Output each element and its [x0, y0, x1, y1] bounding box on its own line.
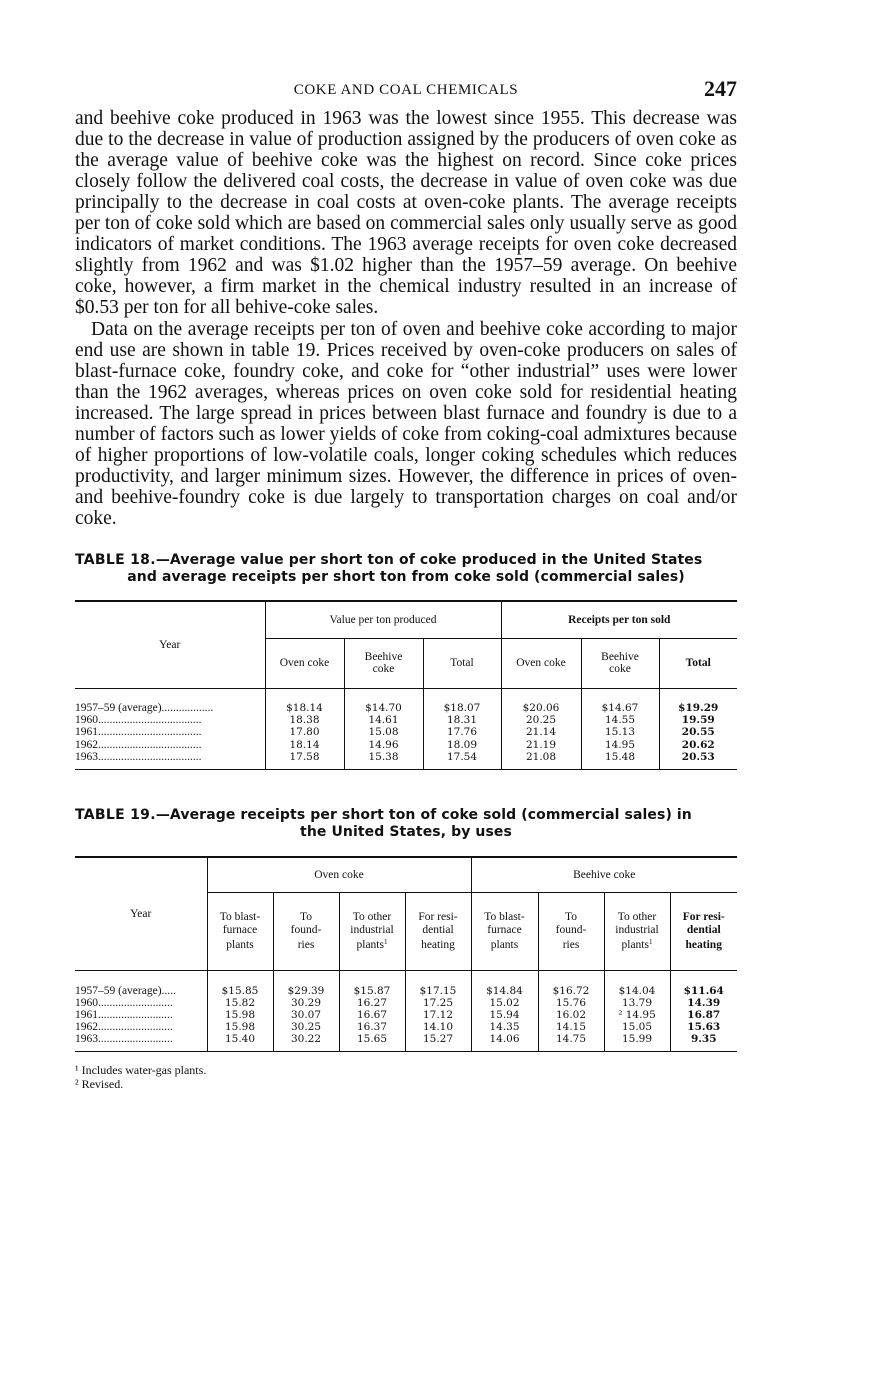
row-year: 1960: [75, 996, 98, 1009]
table-row: 1961.................................... 17.80 15.08 17.76 21.14 15.13 20.55: [75, 726, 737, 738]
table-19-caption: [75, 807, 737, 841]
table-cell: $18.14: [265, 702, 344, 714]
table-cell: 30.22: [273, 1033, 339, 1045]
table-cell: 14.35: [471, 1021, 538, 1033]
table-18-group-value: Value per ton produced: [265, 601, 501, 638]
table-cell: 14.95: [581, 739, 659, 751]
table-cell: 15.63: [687, 1021, 721, 1034]
table-19-group-beehive: Beehive coke: [471, 857, 737, 893]
table-19-col-header: For resi-dential heating: [405, 893, 471, 971]
paragraph-2: Data on the average receipts per ton of oven and beehive coke according to major end use are shown in table 19. Prices received by oven-coke producers on sales of blast-furnace coke, foundry coke, and coke for “other industrial” uses were lower than the 1962 averages, whereas prices on oven coke sold for residential heating increased. The large spread in prices between blast furnace and foundry is due to a number of factors such as lower yields of coke from coking-coal admixtures because of higher proportions of low-volatile coals, longer coking schedules which reduces productivity, and larger minimum sizes. However, the difference in prices of oven- and beehive-foundry coke is due largely to transportation charges on coal and/or coke.: [75, 319, 737, 529]
table-18-col-header: Oven coke: [265, 638, 344, 688]
table-cell: 15.98: [207, 1009, 273, 1021]
table-cell: 16.27: [339, 997, 405, 1009]
table-cell: 15.08: [344, 726, 423, 738]
table-18-year-header: Year: [75, 601, 265, 688]
table-cell: 13.79: [604, 997, 670, 1009]
table-cell: 15.02: [471, 997, 538, 1009]
table-cell: 14.75: [538, 1033, 604, 1045]
row-year: 1962: [75, 738, 98, 751]
table-cell: 15.98: [207, 1021, 273, 1033]
table-cell: $14.84: [471, 985, 538, 997]
table-cell: 20.55: [681, 726, 715, 739]
table-cell: 17.80: [265, 726, 344, 738]
table-18-col-header: Total: [659, 638, 737, 688]
table-cell: 15.38: [344, 751, 423, 763]
table-cell: 15.48: [581, 751, 659, 763]
row-year: 1957–59 (average): [75, 984, 162, 997]
table-cell: 20.25: [501, 714, 581, 726]
table-row: 1957–59 (average).................. $18.14 $14.70 $18.07 $20.06 $14.67 $19.29: [75, 702, 737, 714]
table-18-col-header: Beehive coke: [581, 638, 659, 688]
table-19-col-header: To found-ries: [538, 893, 604, 971]
table-cell: 16.67: [339, 1009, 405, 1021]
table-cell: 21.08: [501, 751, 581, 763]
table-cell: $14.04: [604, 985, 670, 997]
table-18-col-header: Beehive coke: [344, 638, 423, 688]
table-18-label: TABLE 18.: [75, 552, 156, 568]
table-cell: 30.07: [273, 1009, 339, 1021]
table-cell: 16.02: [538, 1009, 604, 1021]
table-cell: 17.76: [423, 726, 501, 738]
page-number: 247: [704, 76, 737, 101]
table-cell: 17.58: [265, 751, 344, 763]
table-row: 1963.................................... 17.58 15.38 17.54 21.08 15.48 20.53: [75, 751, 737, 763]
table-cell: $11.64: [683, 984, 724, 997]
paragraph-1: and beehive coke produced in 1963 was the lowest since 1955. This decrease was due to the decrease in value of production assigned by the producers of oven coke as the average value of beehive coke was the highest on record. Since coke prices closely follow the delivered coal costs, the decrease in value of oven coke was due principally to the decrease in coal costs at oven-coke plants. The average receipts per ton of coke sold which are based on commercial sales only usually serve as good indicators of market conditions. The 1963 average receipts for oven coke decreased slightly from 1962 and was $1.02 higher than the 1957–59 average. On beehive coke, however, a firm market in the chemical industry resulted in an increase of $0.53 per ton for all behive-coke sales.: [75, 108, 737, 318]
table-19-col-header: To other industrial plants$^1$: [339, 893, 405, 971]
table-cell: 20.53: [681, 750, 715, 763]
table-19-col-header: To blast-furnace plants: [471, 893, 538, 971]
table-cell: 17.54: [423, 751, 501, 763]
table-cell: 16.37: [339, 1021, 405, 1033]
table-cell: 30.25: [273, 1021, 339, 1033]
table-cell: 14.15: [538, 1021, 604, 1033]
table-cell: 16.87: [687, 1008, 721, 1021]
row-year: 1962: [75, 1021, 98, 1034]
table-19-group-oven: Oven coke: [207, 857, 471, 893]
table-cell: $19.29: [678, 702, 719, 714]
table-cell: $15.87: [339, 985, 405, 997]
table-cell: 14.61: [344, 714, 423, 726]
table-cell: $14.67: [581, 702, 659, 714]
table-cell: 15.27: [405, 1033, 471, 1045]
table-cell: 19.59: [681, 714, 715, 727]
footnote: ² Revised.: [75, 1077, 124, 1092]
table-cell: 18.31: [423, 714, 501, 726]
table-row: 1962.................................... 18.14 14.96 18.09 21.19 14.95 20.62: [75, 739, 737, 751]
table-cell: 15.40: [207, 1033, 273, 1045]
table-cell: $29.39: [273, 985, 339, 997]
table-18-caption-line1: —Average value per short ton of coke produced in the United States: [155, 552, 703, 568]
table-19-year-header: Year: [75, 857, 207, 971]
table-row: 1960.................................... 18.38 14.61 18.31 20.25 14.55 19.59: [75, 714, 737, 726]
table-cell: 18.38: [265, 714, 344, 726]
table-cell: 14.96: [344, 739, 423, 751]
table-cell: 15.82: [207, 997, 273, 1009]
table-row: 1961.......................... 15.98 30.07 16.67 17.12 15.94 16.02 ² 14.95 16.87: [75, 1009, 737, 1021]
table-18-caption: [75, 552, 737, 586]
running-title: COKE AND COAL CHEMICALS: [293, 82, 519, 98]
table-cell: 9.35: [690, 1033, 717, 1046]
table-row: 1957–59 (average)..... $15.85 $29.39 $15.87 $17.15 $14.84 $16.72 $14.04 $11.64: [75, 985, 737, 997]
table-cell: 17.25: [405, 997, 471, 1009]
table-cell: 15.94: [471, 1009, 538, 1021]
table-18-col-header: Oven coke: [501, 638, 581, 688]
row-year: 1957–59 (average): [75, 702, 162, 714]
table-cell: 14.55: [581, 714, 659, 726]
table-cell: 15.05: [604, 1021, 670, 1033]
row-year: 1960: [75, 714, 98, 727]
table-cell: $15.85: [207, 985, 273, 997]
table-19-col-header: To blast-furnace plants: [207, 893, 273, 971]
table-19-caption-line1: —Average receipts per short ton of coke sold (commercial sales) in: [155, 806, 692, 823]
table-cell: $20.06: [501, 702, 581, 714]
row-year: 1961: [75, 726, 98, 739]
table-18-caption-line2: and average receipts per short ton from coke sold (commercial sales): [127, 569, 685, 585]
table-18-col-header: Total: [423, 638, 501, 688]
table-cell: 15.65: [339, 1033, 405, 1045]
table-19-col-header: To found-ries: [273, 893, 339, 971]
table-18-group-receipts: Receipts per ton sold: [501, 601, 737, 638]
row-year: 1963: [75, 750, 98, 763]
table-cell: 15.76: [538, 997, 604, 1009]
table-cell: 20.62: [681, 738, 715, 751]
table-row: 1963.......................... 15.40 30.22 15.65 15.27 14.06 14.75 15.99 9.35: [75, 1033, 737, 1045]
table-cell: $16.72: [538, 985, 604, 997]
table-18: [75, 600, 737, 770]
table-cell: 30.29: [273, 997, 339, 1009]
table-row: 1960.......................... 15.82 30.29 16.27 17.25 15.02 15.76 13.79 14.39: [75, 997, 737, 1009]
table-cell: ² 14.95: [604, 1009, 670, 1021]
table-cell: 18.14: [265, 739, 344, 751]
table-19-col-header: For resi-dential heating: [670, 893, 737, 971]
page: [75, 70, 737, 1091]
row-year: 1961: [75, 1008, 98, 1021]
row-year: 1963: [75, 1033, 98, 1046]
table-row: 1962.......................... 15.98 30.25 16.37 14.10 14.35 14.15 15.05 15.63: [75, 1021, 737, 1033]
running-header: [75, 70, 737, 108]
table-cell: 17.12: [405, 1009, 471, 1021]
footnote: ¹ Includes water-gas plants.: [75, 1063, 207, 1078]
table-cell: 15.13: [581, 726, 659, 738]
table-cell: $17.15: [405, 985, 471, 997]
table-cell: 21.14: [501, 726, 581, 738]
table-cell: $14.70: [344, 702, 423, 714]
table-19: [75, 856, 737, 1053]
table-19-caption-line2: the United States, by uses: [300, 823, 512, 840]
table-cell: 18.09: [423, 739, 501, 751]
table-cell: 15.99: [604, 1033, 670, 1045]
table-19-footnotes: [75, 1063, 737, 1091]
table-19-col-header: To other industrial plants$^1$: [604, 893, 670, 971]
table-cell: 14.10: [405, 1021, 471, 1033]
table-cell: 14.06: [471, 1033, 538, 1045]
table-19-label: TABLE 19.: [75, 806, 156, 823]
table-cell: 14.39: [687, 996, 721, 1009]
table-cell: $18.07: [423, 702, 501, 714]
table-cell: 21.19: [501, 739, 581, 751]
